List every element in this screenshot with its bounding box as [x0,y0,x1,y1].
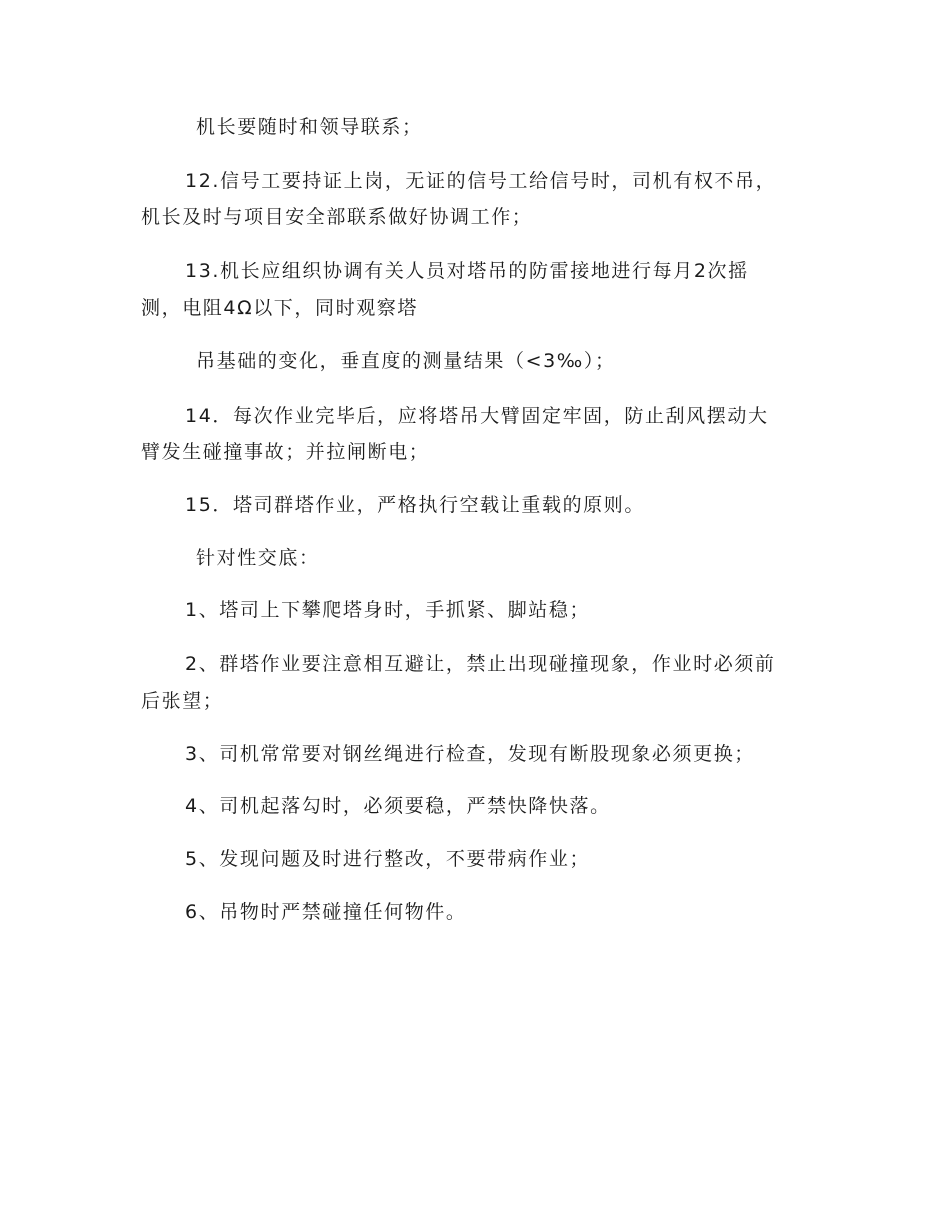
text-line-briefing-4: 4、司机起落勾时，必须要稳，严禁快降快落。 [185,795,611,817]
text-line-contact-leader: 机长要随时和领导联系； [196,116,423,138]
text-line-item-12-b: 机长及时与项目安全部联系做好协调工作； [141,206,533,228]
text-line-briefing-6: 6、吊物时严禁碰撞任何物件。 [185,901,467,923]
text-line-item-12-a: 12.信号工要持证上岗，无证的信号工给信号时，司机有权不吊， [185,170,777,192]
text-line-briefing-2-b: 后张望； [141,690,224,712]
text-line-item-13-c: 吊基础的变化，垂直度的测量结果（<3‰）； [196,350,616,372]
text-line-briefing-3: 3、司机常常要对钢丝绳进行检查，发现有断股现象必须更换； [185,743,755,765]
text-line-item-13-b: 测，电阻4Ω以下，同时观察塔 [141,297,419,319]
text-line-briefing-5: 5、发现问题及时进行整改，不要带病作业； [185,848,591,870]
section-heading-targeted-briefing: 针对性交底： [196,547,320,569]
text-line-briefing-2-a: 2、群塔作业要注意相互避让，禁止出现碰撞现象，作业时必须前 [185,653,776,675]
text-line-item-13-a: 13.机长应组织协调有关人员对塔吊的防雷接地进行每月2次摇 [185,260,749,282]
text-line-item-14-b: 臂发生碰撞事故；并拉闸断电； [141,441,430,463]
text-line-item-14-a: 14．每次作业完毕后，应将塔吊大臂固定牢固，防止刮风摆动大 [185,405,769,427]
text-line-item-15: 15．塔司群塔作业，严格执行空载让重载的原则。 [185,494,645,516]
text-line-briefing-1: 1、塔司上下攀爬塔身时，手抓紧、脚站稳； [185,599,591,621]
